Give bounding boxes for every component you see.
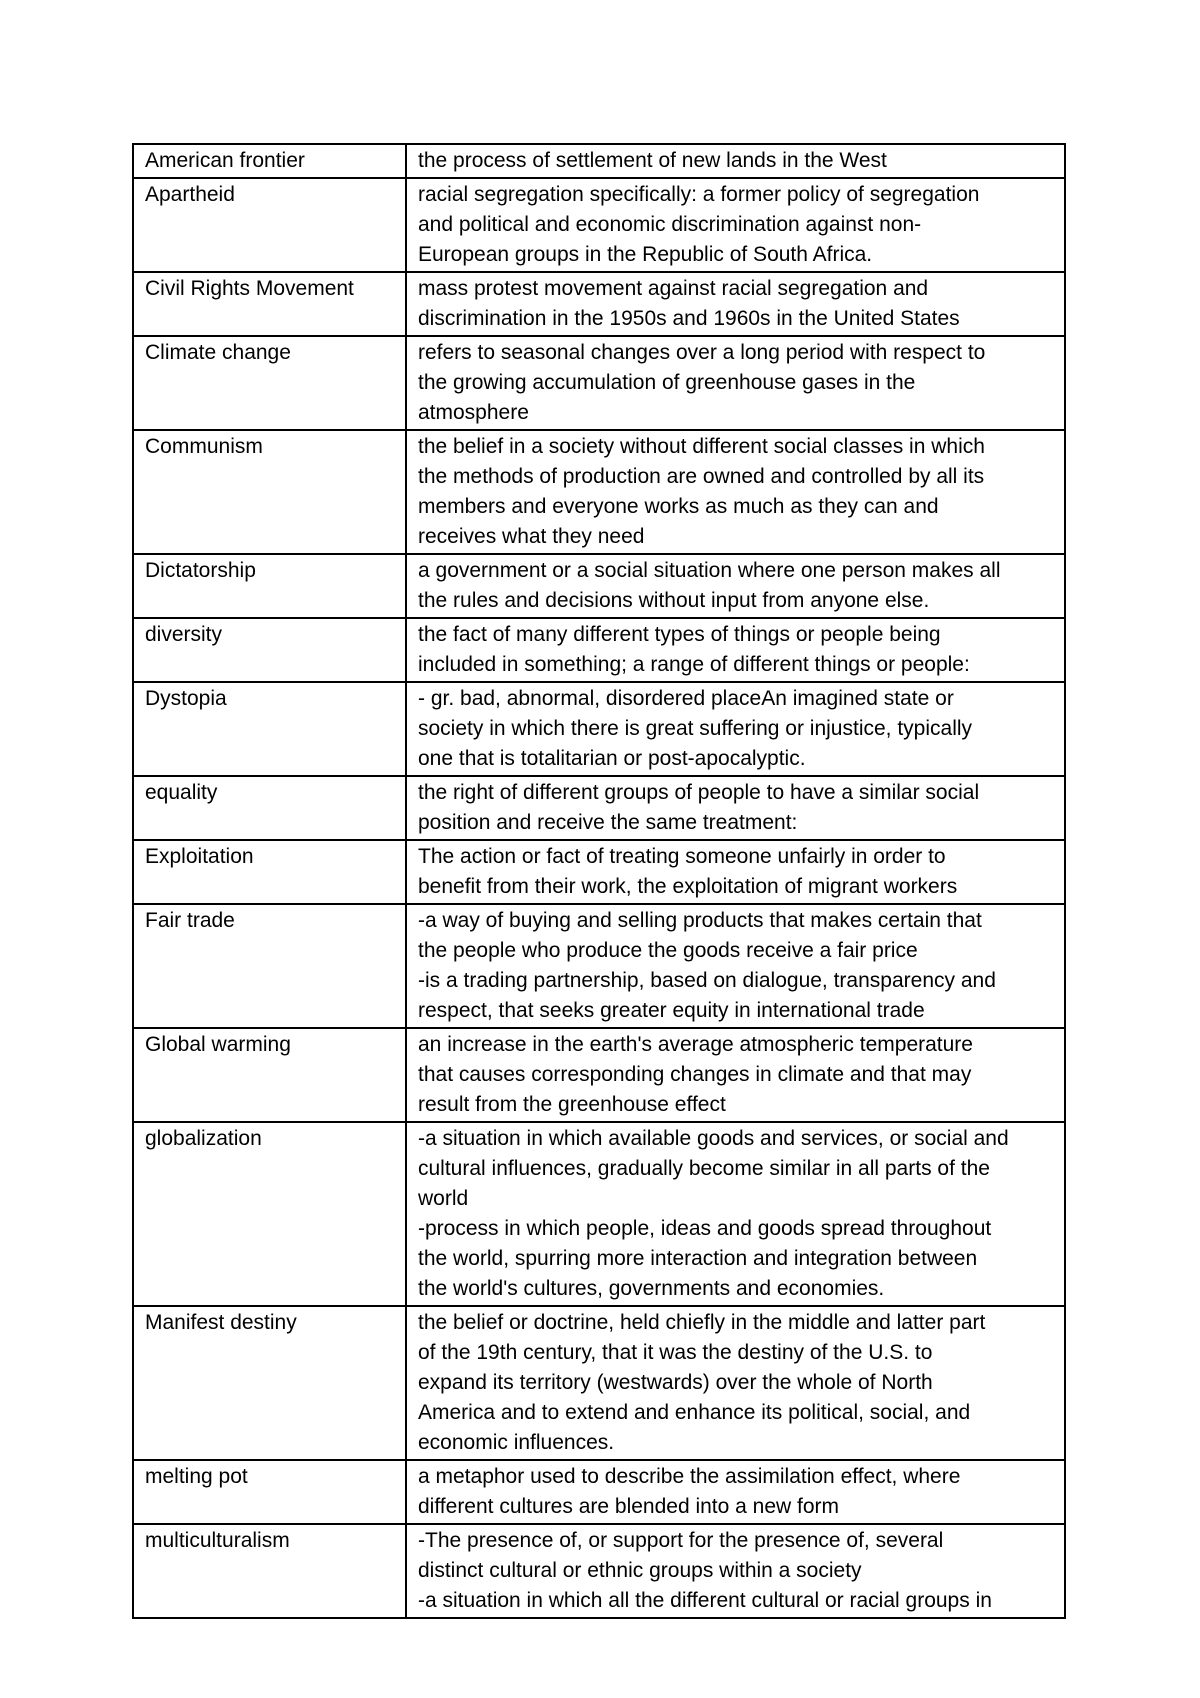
table-row: [133, 1122, 1065, 1306]
definition-line: -a situation in which all the different cultural or racial groups in: [418, 1589, 992, 1612]
definition-line: respect, that seeks greater equity in international trade: [418, 999, 925, 1022]
definition-line: the rules and decisions without input from anyone else.: [418, 589, 930, 612]
definition-cell: [406, 1306, 1065, 1460]
term-cell: melting pot: [133, 1460, 406, 1524]
definition-line: the belief or doctrine, held chiefly in the middle and latter part: [418, 1311, 986, 1334]
definition-line: the fact of many different types of things or people being: [418, 623, 941, 646]
definition-line: -process in which people, ideas and goods spread throughout: [418, 1217, 992, 1240]
table-row: [133, 1306, 1065, 1460]
definition-line: the people who produce the goods receive a fair price: [418, 939, 918, 962]
term-cell: globalization: [133, 1122, 406, 1306]
definition-line: - gr. bad, abnormal, disordered placeAn imagined state or: [418, 687, 954, 710]
definition-line: distinct cultural or ethnic groups within a society: [418, 1559, 862, 1582]
table-row: [133, 1028, 1065, 1122]
definition-cell: [406, 1524, 1065, 1618]
table-row: [133, 840, 1065, 904]
definition-line: -a way of buying and selling products that makes certain that: [418, 909, 982, 932]
definition-cell: [406, 682, 1065, 776]
definition-line: the belief in a society without different social classes in which: [418, 435, 985, 458]
definition-line: position and receive the same treatment:: [418, 811, 798, 834]
definition-line: world: [418, 1187, 469, 1210]
definition-line: racial segregation specifically: a former policy of segregation: [418, 183, 980, 206]
glossary-table-body: [133, 144, 1065, 1618]
definition-line: the process of settlement of new lands in the West: [418, 149, 887, 172]
term-cell: Dystopia: [133, 682, 406, 776]
glossary-table: [132, 143, 1066, 1619]
term-cell: Communism: [133, 430, 406, 554]
term-cell: Global warming: [133, 1028, 406, 1122]
term-cell: American frontier: [133, 144, 406, 178]
definition-line: a government or a social situation where one person makes all: [418, 559, 1001, 582]
term-cell: Fair trade: [133, 904, 406, 1028]
definition-line: one that is totalitarian or post-apocalyptic.: [418, 747, 806, 770]
term-cell: Exploitation: [133, 840, 406, 904]
definition-line: society in which there is great suffering or injustice, typically: [418, 717, 973, 740]
definition-line: the growing accumulation of greenhouse gases in the: [418, 371, 916, 394]
definition-line: cultural influences, gradually become similar in all parts of the: [418, 1157, 990, 1180]
definition-line: a metaphor used to describe the assimilation effect, where: [418, 1465, 961, 1488]
definition-cell: [406, 840, 1065, 904]
definition-line: America and to extend and enhance its political, social, and: [418, 1401, 971, 1424]
definition-cell: [406, 1028, 1065, 1122]
table-row: [133, 144, 1065, 178]
definition-line: European groups in the Republic of South Africa.: [418, 243, 873, 266]
definition-line: The action or fact of treating someone unfairly in order to: [418, 845, 946, 868]
term-cell: Manifest destiny: [133, 1306, 406, 1460]
table-row: [133, 682, 1065, 776]
definition-line: refers to seasonal changes over a long period with respect to: [418, 341, 986, 364]
term-cell: Apartheid: [133, 178, 406, 272]
definition-line: -is a trading partnership, based on dialogue, transparency and: [418, 969, 996, 992]
definition-line: of the 19th century, that it was the destiny of the U.S. to: [418, 1341, 933, 1364]
definition-cell: [406, 430, 1065, 554]
term-cell: equality: [133, 776, 406, 840]
definition-cell: [406, 144, 1065, 178]
definition-line: and political and economic discrimination against non-: [418, 213, 922, 236]
table-row: [133, 1524, 1065, 1618]
definition-cell: [406, 776, 1065, 840]
definition-line: different cultures are blended into a new form: [418, 1495, 840, 1518]
table-row: [133, 178, 1065, 272]
table-row: [133, 430, 1065, 554]
definition-line: -The presence of, or support for the presence of, several: [418, 1529, 944, 1552]
table-row: [133, 272, 1065, 336]
definition-line: discrimination in the 1950s and 1960s in the United States: [418, 307, 960, 330]
definition-line: expand its territory (westwards) over the whole of North: [418, 1371, 933, 1394]
table-row: [133, 1460, 1065, 1524]
definition-line: the world, spurring more interaction and integration between: [418, 1247, 978, 1270]
definition-line: benefit from their work, the exploitation of migrant workers: [418, 875, 958, 898]
table-row: [133, 618, 1065, 682]
table-row: [133, 336, 1065, 430]
definition-line: mass protest movement against racial segregation and: [418, 277, 929, 300]
definition-cell: [406, 904, 1065, 1028]
definition-line: the methods of production are owned and controlled by all its: [418, 465, 985, 488]
term-cell: diversity: [133, 618, 406, 682]
definition-line: the world's cultures, governments and economies.: [418, 1277, 885, 1300]
table-row: [133, 776, 1065, 840]
definition-cell: [406, 618, 1065, 682]
term-cell: Climate change: [133, 336, 406, 430]
term-cell: multiculturalism: [133, 1524, 406, 1618]
definition-cell: [406, 554, 1065, 618]
definition-cell: [406, 336, 1065, 430]
definition-line: an increase in the earth's average atmospheric temperature: [418, 1033, 973, 1056]
definition-cell: [406, 178, 1065, 272]
term-cell: Dictatorship: [133, 554, 406, 618]
definition-line: members and everyone works as much as they can and: [418, 495, 939, 518]
definition-line: economic influences.: [418, 1431, 615, 1454]
term-cell: Civil Rights Movement: [133, 272, 406, 336]
definition-line: the right of different groups of people to have a similar social: [418, 781, 980, 804]
definition-line: -a situation in which available goods and services, or social and: [418, 1127, 1009, 1150]
table-row: [133, 904, 1065, 1028]
definition-line: included in something; a range of different things or people:: [418, 653, 970, 676]
definition-line: that causes corresponding changes in climate and that may: [418, 1063, 972, 1086]
table-row: [133, 554, 1065, 618]
definition-line: atmosphere: [418, 401, 529, 424]
definition-cell: [406, 272, 1065, 336]
definition-cell: [406, 1460, 1065, 1524]
definition-line: receives what they need: [418, 525, 645, 548]
definition-cell: [406, 1122, 1065, 1306]
definition-line: result from the greenhouse effect: [418, 1093, 726, 1116]
